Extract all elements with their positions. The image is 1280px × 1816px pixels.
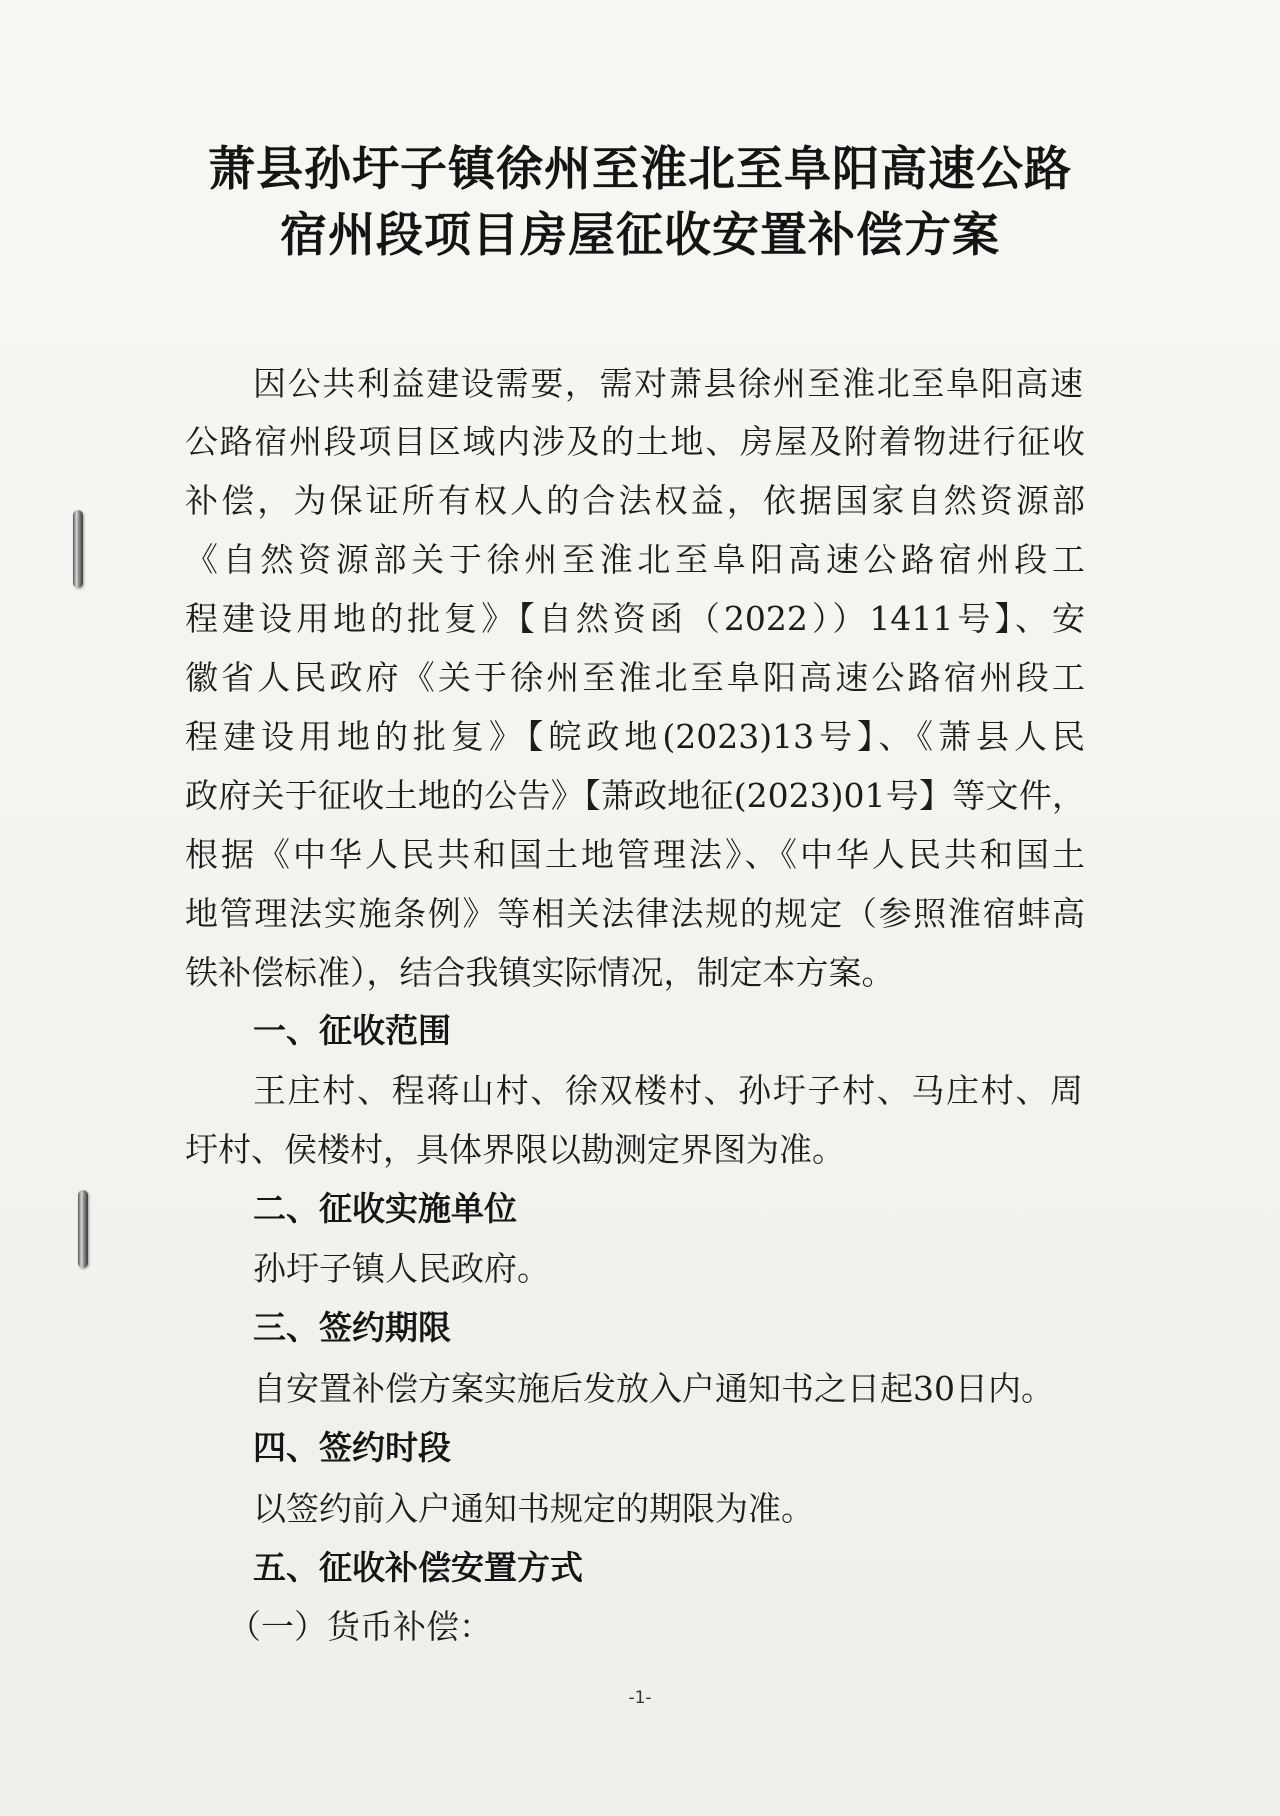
intro-line: 根据《中华人民共和国土地管理法》、《中华人民共和国土 (185, 835, 1085, 874)
intro-line: 政府关于征收土地的公告》【萧政地征(2023)01号】等文件， (185, 776, 1085, 815)
intro-line: 程建设用地的批复》【皖政地(2023)13号】、《萧县人民 (185, 717, 1085, 756)
intro-line: 补偿，为保证所有权人的合法权益，依据国家自然资源部 (185, 481, 1085, 520)
section-signing-time-text: 以签约前入户通知书规定的期限为准。 (253, 1489, 814, 1528)
intro-line: 《自然资源部关于徐州至淮北至阜阳高速公路宿州段工 (185, 540, 1085, 579)
intro-line: 因公共利益建设需要，需对萧县徐州至淮北至阜阳高速 (253, 364, 1083, 403)
intro-line: 程建设用地的批复》【自然资函（2022））1411号】、安 (185, 599, 1085, 638)
page-number: -1- (628, 1688, 652, 1708)
section-heading-scope: 一、征收范围 (253, 1011, 451, 1050)
intro-line: 公路宿州段项目区域内涉及的土地、房屋及附着物进行征收 (185, 422, 1085, 461)
section-heading-compensation: 五、征收补偿安置方式 (253, 1548, 583, 1587)
section-scope-line: 王庄村、程蒋山村、徐双楼村、孙圩子村、马庄村、周 (253, 1071, 1083, 1110)
section-heading-implementer: 二、征收实施单位 (253, 1189, 517, 1228)
section-heading-signing-period: 三、签约期限 (253, 1308, 451, 1347)
section-heading-signing-time: 四、签约时段 (253, 1428, 451, 1467)
intro-line: 铁补偿标准），结合我镇实际情况，制定本方案。 (185, 953, 895, 992)
binding-staple-bottom (78, 1190, 88, 1268)
intro-line: 徽省人民政府《关于徐州至淮北至阜阳高速公路宿州段工 (185, 658, 1085, 697)
document-title-line1: 萧县孙圩子镇徐州至淮北至阜阳高速公路 (208, 142, 1072, 197)
section-scope-line: 圩村、侯楼村，具体界限以勘测定界图为准。 (185, 1130, 845, 1169)
intro-line: 地管理法实施条例》等相关法律法规的规定（参照淮宿蚌高 (185, 894, 1085, 933)
section-signing-period-text: 自安置补偿方案实施后发放入户通知书之日起30日内。 (253, 1369, 1054, 1408)
section-implementer-text: 孙圩子镇人民政府。 (253, 1249, 550, 1288)
binding-staple-top (73, 510, 83, 588)
subsection-monetary-compensation: （一）货币补偿： (228, 1607, 492, 1646)
document-title-line2: 宿州段项目房屋征收安置补偿方案 (280, 208, 1000, 263)
